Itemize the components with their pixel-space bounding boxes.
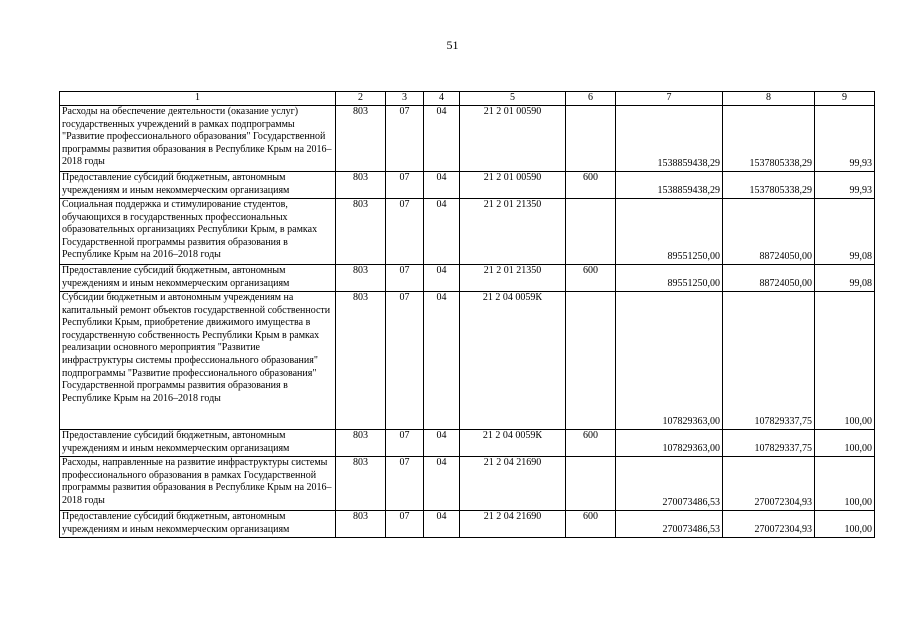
execution-percent: 100,00	[815, 511, 875, 538]
expense-type-code: 600	[566, 430, 616, 457]
planned-amount: 1538859438,29	[616, 172, 723, 199]
grbs-code: 803	[336, 430, 386, 457]
planned-amount: 107829363,00	[616, 430, 723, 457]
table-row	[60, 511, 875, 538]
section-code: 07	[386, 172, 424, 199]
section-code: 07	[386, 265, 424, 292]
column-header: 1	[60, 92, 336, 106]
section-code: 07	[386, 292, 424, 430]
execution-percent: 100,00	[815, 457, 875, 511]
subsection-code: 04	[424, 106, 460, 172]
table-row	[60, 265, 875, 292]
grbs-code: 803	[336, 199, 386, 265]
subsection-code: 04	[424, 457, 460, 511]
row-description: Расходы, направленные на развитие инфраструктуры системы профессионального образования в рамках Государственной программы развития образования в Республике Крым на 2016–2018 годы	[60, 457, 336, 511]
target-article-code: 21 2 04 21690	[460, 511, 566, 538]
table-row	[60, 292, 875, 430]
execution-percent: 100,00	[815, 430, 875, 457]
row-description: Социальная поддержка и стимулирование студентов, обучающихся в государственных профессиональных образовательных организациях Республики Крым, в рамках Государственной программы развития образования в Республике Крым на 2016–2018 годы	[60, 199, 336, 265]
expense-type-code	[566, 457, 616, 511]
execution-percent: 99,93	[815, 172, 875, 199]
planned-amount: 89551250,00	[616, 265, 723, 292]
target-article-code: 21 2 01 00590	[460, 172, 566, 199]
subsection-code: 04	[424, 430, 460, 457]
section-code: 07	[386, 106, 424, 172]
planned-amount: 270073486,53	[616, 457, 723, 511]
section-code: 07	[386, 430, 424, 457]
table-row	[60, 106, 875, 172]
section-code: 07	[386, 511, 424, 538]
subsection-code: 04	[424, 265, 460, 292]
expense-type-code	[566, 106, 616, 172]
table-row	[60, 457, 875, 511]
budget-table	[59, 91, 875, 538]
execution-percent: 99,08	[815, 265, 875, 292]
subsection-code: 04	[424, 199, 460, 265]
expense-type-code: 600	[566, 511, 616, 538]
subsection-code: 04	[424, 172, 460, 199]
column-header: 3	[386, 92, 424, 106]
column-number-row	[60, 92, 875, 106]
executed-amount: 270072304,93	[723, 511, 815, 538]
subsection-code: 04	[424, 292, 460, 430]
executed-amount: 1537805338,29	[723, 106, 815, 172]
executed-amount: 88724050,00	[723, 265, 815, 292]
execution-percent: 99,08	[815, 199, 875, 265]
row-description: Расходы на обеспечение деятельности (оказание услуг) государственных учреждений в рамках подпрограммы "Развитие профессионального образования" Государственной программы развития образования в Республике Крым на 2016–2018 годы	[60, 106, 336, 172]
table-row	[60, 430, 875, 457]
target-article-code: 21 2 01 00590	[460, 106, 566, 172]
column-header: 4	[424, 92, 460, 106]
section-code: 07	[386, 199, 424, 265]
executed-amount: 88724050,00	[723, 199, 815, 265]
planned-amount: 1538859438,29	[616, 106, 723, 172]
target-article-code: 21 2 01 21350	[460, 265, 566, 292]
execution-percent: 99,93	[815, 106, 875, 172]
execution-percent: 100,00	[815, 292, 875, 430]
grbs-code: 803	[336, 265, 386, 292]
row-description: Предоставление субсидий бюджетным, автономным учреждениям и иным некоммерческим организациям	[60, 265, 336, 292]
column-header: 6	[566, 92, 616, 106]
grbs-code: 803	[336, 457, 386, 511]
table-row	[60, 199, 875, 265]
column-header: 2	[336, 92, 386, 106]
column-header: 7	[616, 92, 723, 106]
page-number: 51	[446, 38, 459, 52]
planned-amount: 89551250,00	[616, 199, 723, 265]
executed-amount: 107829337,75	[723, 292, 815, 430]
row-description: Субсидии бюджетным и автономным учреждениям на капитальный ремонт объектов государственной собственности Республики Крым, приобретение движимого имущества в государственную собственность Республики Крым в рамках реализации основного мероприятия "Развитие инфраструктуры системы профессионального образования" подпрограммы "Развитие профессионального образования" Государственной программы развития образования в Республике Крым на 2016–2018 годы	[60, 292, 336, 430]
expense-type-code: 600	[566, 265, 616, 292]
target-article-code: 21 2 01 21350	[460, 199, 566, 265]
executed-amount: 107829337,75	[723, 430, 815, 457]
row-description: Предоставление субсидий бюджетным, автономным учреждениям и иным некоммерческим организациям	[60, 172, 336, 199]
row-description: Предоставление субсидий бюджетным, автономным учреждениям и иным некоммерческим организациям	[60, 511, 336, 538]
executed-amount: 270072304,93	[723, 457, 815, 511]
column-header: 9	[815, 92, 875, 106]
expense-type-code	[566, 199, 616, 265]
subsection-code: 04	[424, 511, 460, 538]
row-description: Предоставление субсидий бюджетным, автономным учреждениям и иным некоммерческим организациям	[60, 430, 336, 457]
table-row	[60, 172, 875, 199]
planned-amount: 107829363,00	[616, 292, 723, 430]
grbs-code: 803	[336, 106, 386, 172]
executed-amount: 1537805338,29	[723, 172, 815, 199]
expense-type-code	[566, 292, 616, 430]
planned-amount: 270073486,53	[616, 511, 723, 538]
column-header: 8	[723, 92, 815, 106]
target-article-code: 21 2 04 21690	[460, 457, 566, 511]
target-article-code: 21 2 04 0059К	[460, 430, 566, 457]
column-header: 5	[460, 92, 566, 106]
target-article-code: 21 2 04 0059К	[460, 292, 566, 430]
grbs-code: 803	[336, 172, 386, 199]
section-code: 07	[386, 457, 424, 511]
expense-type-code: 600	[566, 172, 616, 199]
grbs-code: 803	[336, 292, 386, 430]
grbs-code: 803	[336, 511, 386, 538]
